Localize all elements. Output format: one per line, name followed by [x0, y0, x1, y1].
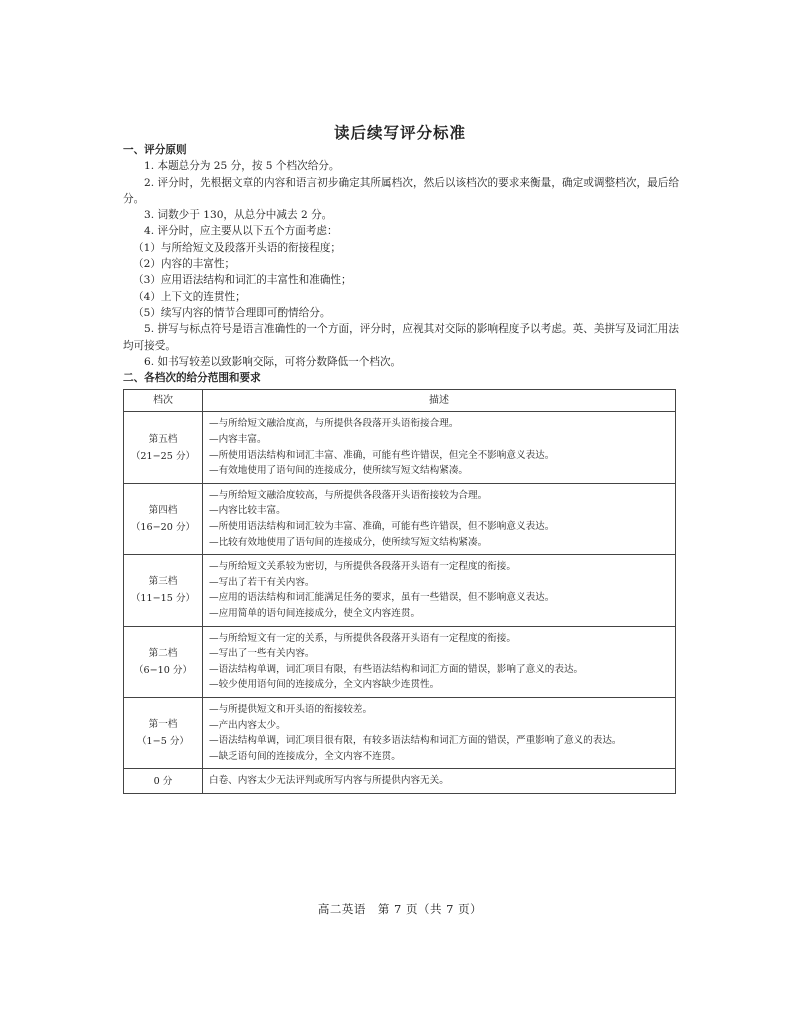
level-name: 第五档	[148, 433, 178, 445]
description-line: —应用简单的语句间连接成分，使全文内容连贯。	[209, 607, 421, 619]
rubric-table	[123, 389, 676, 793]
table-row	[124, 769, 676, 794]
description-line: —内容丰富。	[209, 434, 267, 446]
level-cell	[124, 697, 203, 768]
description-line: —与所给短文融洽度高，与所提供各段落开头语衔接合理。	[209, 418, 459, 430]
principle-2: 2. 评分时，先根据文章的内容和语言初步确定其所属档次，然后以该档次的要求来衡量，确定或调整档次，最后给分。	[123, 176, 679, 205]
description-line: —语法结构单调，词汇项目很有限，有较多语法结构和词汇方面的错误，严重影响了意义的表达。	[209, 735, 622, 747]
description-cell	[203, 697, 676, 768]
description-cell	[203, 412, 676, 483]
criterion-item: （1）与所给短文及段落开头语的衔接程度；	[133, 241, 342, 254]
principle-5: 5. 拼写与标点符号是语言准确性的一个方面，评分时，应视其对交际的影响程度予以考虑。英、美拼写及词汇用法均可接受。	[123, 323, 679, 352]
description-cell	[203, 555, 676, 626]
level-cell	[124, 555, 203, 626]
table-row	[124, 412, 676, 483]
description-line: —较少使用语句间的连接成分，全文内容缺少连贯性。	[209, 679, 440, 691]
level-range: （1−5 分）	[136, 736, 190, 748]
column-header-level: 档次	[124, 390, 203, 412]
table-row	[124, 697, 676, 768]
description-cell	[203, 769, 676, 794]
criterion-item: （4）上下文的连贯性；	[133, 290, 246, 303]
description-cell	[203, 626, 676, 697]
page-footer: 高二英语 第 7 页（共 7 页）	[317, 902, 483, 916]
level-range: （6−10 分）	[133, 664, 193, 676]
principle-4: 4. 评分时，应主要从以下五个方面考虑：	[144, 225, 338, 238]
description-line: —应用的语法结构和词汇能满足任务的要求，虽有一些错误，但不影响意义表达。	[209, 592, 555, 604]
description-line: —所使用语法结构和词汇丰富、准确，可能有些许错误，但完全不影响意义表达。	[209, 449, 555, 461]
description-line: —与所给短文有一定的关系，与所提供各段落开头语有一定程度的衔接。	[209, 632, 516, 644]
column-header-description: 描述	[203, 390, 676, 412]
description-line: —有效地使用了语句间的连接成分，使所续写短文结构紧凑。	[209, 465, 469, 477]
section-heading-principles: 一、评分原则	[123, 144, 187, 156]
document-body	[123, 142, 679, 794]
description-line: —与所给短文融洽度较高，与所提供各段落开头语衔接较为合理。	[209, 489, 488, 501]
description-line: —写出了一些有关内容。	[209, 648, 315, 660]
criterion-item: （3）应用语法结构和词汇的丰富性和准确性；	[133, 274, 352, 287]
level-name: 第一档	[148, 719, 178, 731]
criterion-item: （5）续写内容的情节合理即可酌情给分。	[133, 306, 331, 319]
table-row	[124, 483, 676, 554]
level-cell	[124, 483, 203, 554]
level-cell	[124, 626, 203, 697]
level-name: 第四档	[148, 505, 178, 517]
description-line: —产出内容太少。	[209, 719, 286, 731]
level-name: 第三档	[148, 576, 178, 588]
description-line: —内容比较丰富。	[209, 505, 286, 517]
level-range: （16−20 分）	[130, 522, 196, 534]
principle-3: 3. 词数少于 130，从总分中减去 2 分。	[144, 209, 333, 222]
level-cell	[124, 412, 203, 483]
table-row	[124, 555, 676, 626]
page-title: 读后续写评分标准	[333, 124, 466, 142]
description-line: —与所提供短文和开头语的衔接较差。	[209, 703, 373, 715]
principle-6: 6. 如书写较差以致影响交际，可将分数降低一个档次。	[144, 355, 402, 368]
description-cell	[203, 483, 676, 554]
table-header-row	[124, 390, 676, 412]
table-row	[124, 626, 676, 697]
description-line: —比较有效地使用了语句间的连接成分，使所续写短文结构紧凑。	[209, 536, 488, 548]
level-range: （11−15 分）	[130, 593, 196, 605]
description-line: 白卷、内容太少无法评判或所写内容与所提供内容无关。	[209, 775, 449, 787]
description-line: —语法结构单调，词汇项目有限，有些语法结构和词汇方面的错误，影响了意义的表达。	[209, 663, 584, 675]
criterion-item: （2）内容的丰富性；	[133, 258, 236, 271]
level-name: 第二档	[148, 647, 178, 659]
section-heading-levels: 二、各档次的给分范围和要求	[123, 372, 261, 385]
description-line: —写出了若干有关内容。	[209, 576, 315, 588]
description-line: —与所给短文关系较为密切，与所提供各段落开头语有一定程度的衔接。	[209, 561, 516, 573]
level-cell: 0 分	[124, 769, 203, 794]
description-line: —所使用语法结构和词汇较为丰富、准确，可能有些许错误，但不影响意义表达。	[209, 521, 555, 533]
level-range: （21−25 分）	[130, 450, 196, 462]
description-line: —缺乏语句间的连接成分，全文内容不连贯。	[209, 750, 401, 762]
principle-1: 1. 本题总分为 25 分，按 5 个档次给分。	[144, 160, 340, 173]
